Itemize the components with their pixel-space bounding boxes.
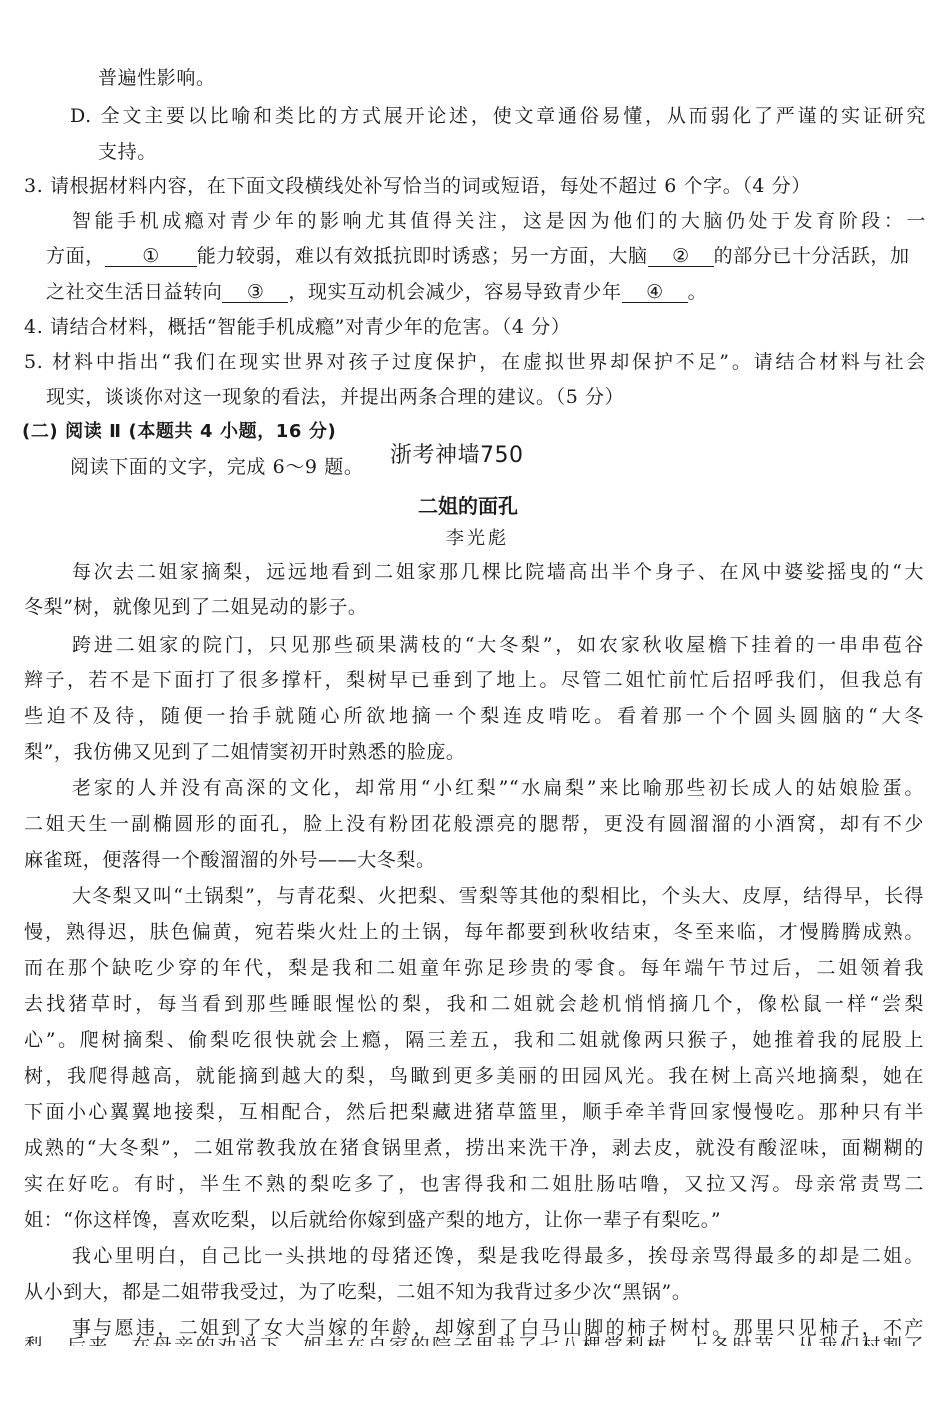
q3-passage-line2 [46,244,926,268]
article-line: 老家的人并没有高深的文化，却常用“小红梨”“水扁梨”来比喻那些初长成人的姑娘脸蛋。 [72,777,924,799]
article-line: 成熟的“大冬梨”，二姐常教我放在猪食锅里煮，捞出来洗干净，剥去皮，就没有酸涩味，面糊糊的 [24,1137,924,1159]
q3-blank-4: ④ [622,282,688,303]
article-line: 事与愿违，二姐到了女大当嫁的年龄，却嫁到了白马山脚的柿子树村。那里只见柿子，不产 [72,1317,924,1339]
article-title: 二姐的面孔 [418,494,518,518]
q3-blank-2: ② [648,246,714,267]
q5-line2: 现实，谈谈你对这一现象的看法，并提出两条合理的建议。（5 分） [46,386,625,408]
article-line: 梨”，我仿佛又见到了二姐情窦初开时熟悉的脸庞。 [24,741,466,763]
article-line: 去找猪草时，每当看到那些睡眼惺忪的梨，我和二姐就会趁机悄悄摘几个，像松鼠一样“尝梨 [24,993,924,1015]
q3-blank-1: ① [105,246,197,267]
q2-option-d-line1: D. 全文主要以比喻和类比的方式展开论述，使文章通俗易懂，从而弱化了严谨的实证研究 [70,105,926,127]
article-line: 大冬梨又叫“土锅梨”，与青花梨、火把梨、雪梨等其他的梨相比，个头大、皮厚，结得早，长得 [72,885,924,907]
article-line: 冬梨”树，就像见到了二姐晃动的影子。 [24,596,368,618]
q3-text-c: 的部分已十分活跃，加 [713,245,910,267]
q3-blank-3: ③ [222,282,288,303]
article-line: 心”。爬树摘梨、偷梨吃很快就会上瘾，隔三差五，我和二姐就像两只猴子，她推着我的屁股上 [24,1029,924,1051]
q3-text-f: 。 [687,281,708,303]
q4-prompt: 4. 请结合材料，概括“智能手机成瘾”对青少年的危害。（4 分） [24,316,571,338]
q3-prompt: 3. 请根据材料内容，在下面文段横线处补写恰当的词或短语，每处不超过 6 个字。（4 分） [24,175,811,197]
article-line: 二姐天生一副椭圆形的面孔，脸上没有粉团花般漂亮的腮帮，更没有圆溜溜的小酒窝，却有不少 [24,813,924,835]
article-line: 每次去二姐家摘梨，远远地看到二姐家那几棵比院墙高出半个身子、在风中婆娑摇曳的“大 [72,561,924,583]
q3-text-b: 能力较弱，难以有效抵抗即时诱惑；另一方面，大脑 [196,245,648,267]
article-line: 从小到大，都是二姐带我受过，为了吃梨，二姐不知为我背过多少次“黑锅”。 [24,1281,692,1303]
q2-option-d-line2: 支持。 [98,141,157,163]
section2-instruction: 阅读下面的文字，完成 6～9 题。 [70,456,364,478]
q3-passage-line3 [46,280,707,304]
article-line: 我心里明白，自己比一头拱地的母猪还馋，梨是我吃得最多，挨母亲骂得最多的却是二姐。 [72,1245,924,1267]
q3-passage-line1: 智能手机成瘾对青少年的影响尤其值得关注，这是因为他们的大脑仍处于发育阶段：一 [72,210,926,232]
article-line: 些迫不及待，随便一抬手就随心所欲地摘一个梨连皮啃吃。看着那一个个圆头圆脑的“大冬 [24,705,924,727]
q3-text-d: 之社交生活日益转向 [46,281,223,303]
q2-prev-tail: 普遍性影响。 [98,67,216,89]
article-line: 慢，熟得迟，肤色偏黄，宛若柴火灶上的土锅，每年都要到秋收结束，冬至来临，才慢腾腾成熟。 [24,921,924,943]
article-line: 而在那个缺吃少穿的年代，梨是我和二姐童年弥足珍贵的零食。每年端午节过后，二姐领着我 [24,957,924,979]
article-line: 麻雀斑，便落得一个酸溜溜的外号——大冬梨。 [24,849,436,871]
q3-text-a: 方面， [46,245,105,267]
watermark-text: 浙考神墙750 [390,443,524,468]
article-author: 李光彪 [446,528,509,549]
article-line: 树，我爬得越高，就能摘到越大的梨，鸟瞰到更多美丽的田园风光。我在树上高兴地摘梨，她在 [24,1065,924,1087]
article-line: 下面小心翼翼地接梨，互相配合，然后把梨藏进猪草篮里，顺手牵羊背回家慢慢吃。那种只有半 [24,1101,924,1123]
page-bottom-margin [0,1346,950,1420]
article-line: 辫子，若不是下面打了很多撑杆，梨树早已垂到了地上。尽管二姐忙前忙后招呼我们，但我总有 [24,669,924,691]
article-line: 跨进二姐家的院门，只见那些硕果满枝的“大冬梨”，如农家秋收屋檐下挂着的一串串苞谷 [72,634,924,656]
article-line: 姐：“你这样馋，喜欢吃梨，以后就给你嫁到盛产梨的地方，让你一辈子有梨吃。” [24,1209,722,1231]
article-line: 实在好吃。有时，半生不熟的梨吃多了，也害得我和二姐肚肠咕噜，又拉又泻。母亲常责骂二 [24,1173,924,1195]
q5-line1: 5. 材料中指出“我们在现实世界对孩子过度保护，在虚拟世界却保护不足”。请结合材料与社会 [24,351,926,373]
q3-text-e: ，现实互动机会减少，容易导致青少年 [288,281,622,303]
section2-heading: (二) 阅读 Ⅱ (本题共 4 小题，16 分) [22,421,337,442]
